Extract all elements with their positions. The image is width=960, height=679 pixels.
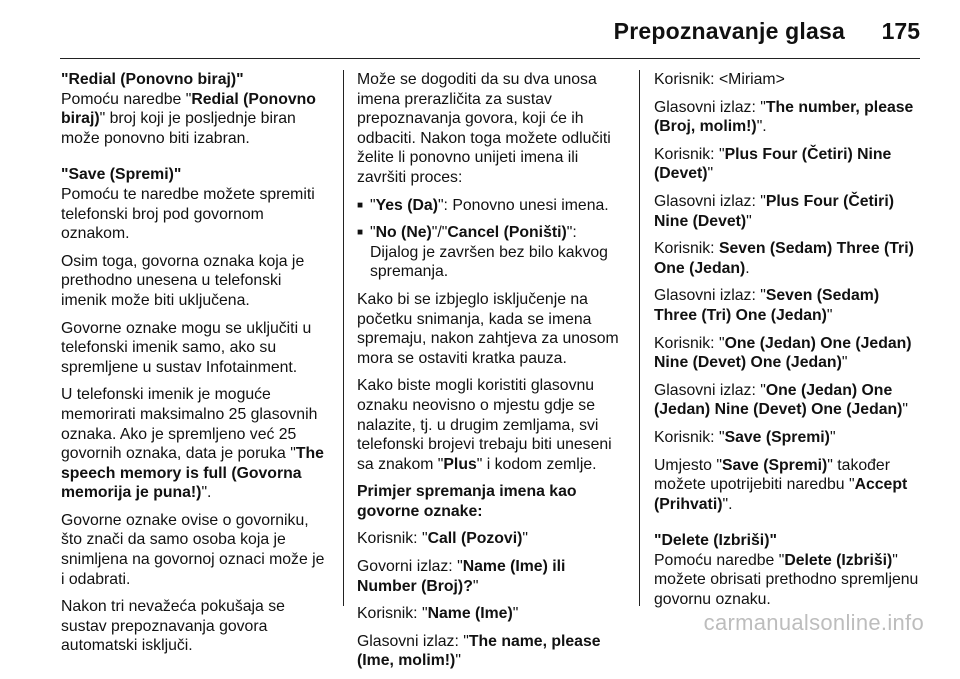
dialog-line: Korisnik: Seven (Sedam) Three (Tri) One (Jedan). (654, 240, 914, 277)
column-3 (654, 70, 920, 618)
paragraph-intro: Može se dogoditi da su dva unosa imena prerazličita za sustav prepoznavanja govora, koji će ih odbaciti. Nakon toga možete odlučiti želite li ponovno unijeti imena ili završiti proces: (357, 71, 611, 186)
column-1 (61, 70, 329, 664)
redial-heading: "Redial (Ponovno biraj)" (61, 71, 244, 88)
paragraph-memory: U telefonski imenik je moguće memorirati maksimalno 25 glasovnih oznaka. Ako je spremljeno već 25 govornih oznaka, data je poruka "The speech memory is full (Govorna memorija je puna!)". (61, 386, 324, 502)
dialog-line: Glasovni izlaz: "Plus Four (Četiri) Nine (Devet)" (654, 192, 894, 230)
dialog-line: Korisnik: <Miriam> (654, 71, 785, 88)
paragraph-govorne: Govorne oznake mogu se uključiti u telefonski imenik samo, ako su spremljene u sustav Infotainment. (61, 319, 312, 376)
paragraph-osim: Osim toga, govorna oznaka koja je prethodno unesena u telefonski imenik može biti uključena. (61, 252, 305, 309)
dialog-line: Korisnik: "One (Jedan) One (Jedan) Nine (Devet) One (Jedan)" (654, 334, 912, 372)
watermark: carmanualsonline.info (703, 610, 924, 635)
page-header (0, 0, 960, 58)
paragraph-ovise: Govorne oznake ovise o govorniku, što znači da samo osoba koja je snimljena na govornoj oznaci može je i odabrati. (61, 511, 325, 588)
column-divider-1 (343, 70, 344, 606)
dialog-line: Glasovni izlaz: "One (Jedan) One (Jedan) Nine (Devet) One (Jedan)" (654, 381, 909, 419)
save-section: "Save (Spremi)" Pomoću te naredbe možete spremiti telefonski broj pod govornom oznakom. (61, 165, 329, 243)
delete-heading: "Delete (Izbriši)" (654, 532, 777, 550)
options-list (357, 196, 627, 282)
paragraph-plus: Kako biste mogli koristiti glasovnu oznaku neovisno o mjestu gdje se nalazite, tj. u drugim zemljama, svi telefonski brojevi trebaju biti uneseni sa znakom "Plus" i kodom zemlje. (357, 377, 612, 473)
dialog-line: Glasovni izlaz: "The name, please (Ime, molim!)" (357, 632, 601, 670)
dialog-line: Govorni izlaz: "Name (Ime) ili Number (Broj)?" (357, 558, 566, 595)
list-item: ■ "Yes (Da)": Ponovno unesi imena. (357, 196, 627, 216)
paragraph-pauza: Kako bi se izbjeglo isključenje na početku snimanja, kada se imena spremaju, nakon zahtjeva za unosom mora se ostaviti kratka pauza. (357, 290, 619, 367)
dialog-line: Korisnik: "Save (Spremi)" (654, 428, 836, 446)
paragraph-umjesto: Umjesto "Save (Spremi)" također možete upotrijebiti naredbu "Accept (Prihvati)". (654, 456, 908, 513)
dialog-line: Glasovni izlaz: "Seven (Sedam) Three (Tri) One (Jedan)" (654, 287, 880, 324)
redial-section: "Redial (Ponovno biraj)" Pomoću naredbe "Redial (Ponovno biraj)" broj koji je posljednje biran može ponovno biti izabran. (61, 70, 329, 148)
paragraph-nakon: Nakon tri nevažeća pokušaja se sustav prepoznavanja govora automatski isključi. (61, 598, 285, 655)
delete-section: "Delete (Izbriši)" Pomoću naredbe "Delete (Izbriši)" možete obrisati prethodno spremljenu govornu oznaku. (654, 532, 919, 609)
dialog-line: Korisnik: "Plus Four (Četiri) Nine (Devet)" (654, 145, 892, 183)
list-item: ■ "No (Ne)"/"Cancel (Poništi)": Dijalog je završen bez bilo kakvog spremanja. (357, 223, 627, 282)
dialog-line: Korisnik: "Name (Ime)" (357, 605, 519, 623)
page-title: Prepoznavanje glasa (613, 18, 845, 44)
save-heading: "Save (Spremi)" (61, 166, 182, 184)
dialog-line: Glasovni izlaz: "The number, please (Broj, molim!)". (654, 98, 914, 136)
column-2 (357, 70, 627, 679)
page-number: 175 (881, 18, 920, 44)
example-heading: Primjer spremanja imena kao govorne oznake: (357, 483, 577, 520)
dialog-line: Korisnik: "Call (Pozovi)" (357, 530, 528, 548)
column-divider-2 (639, 70, 640, 606)
header-rule (60, 58, 920, 59)
